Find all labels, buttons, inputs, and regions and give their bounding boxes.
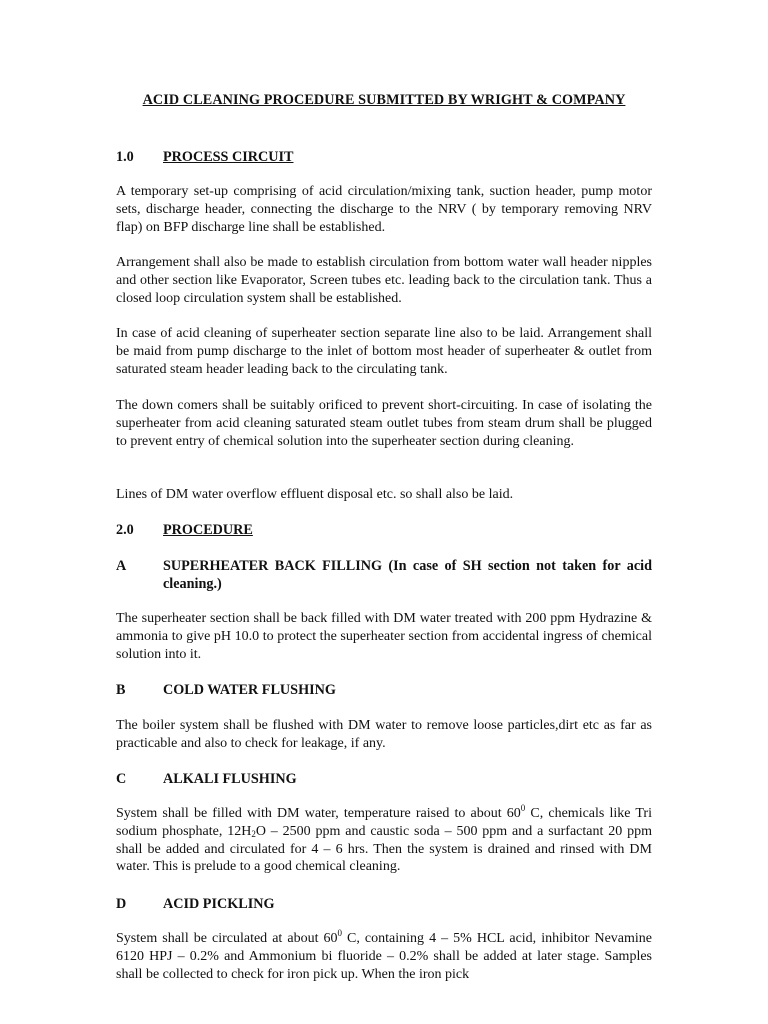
- pickling-text-part-2: C, containing 4 – 5% HCL acid, inhibitor Nevamine 6120 HPJ – 0.2% and Ammonium bi fluoride – 0.2% shall be added at later stage. Samples shall be collected to check for iron pick up. When the iron pick: [116, 931, 652, 982]
- subsection-a-title: SUPERHEATER BACK FILLING (In case of SH section not taken for acid cleaning.): [163, 558, 652, 592]
- paragraph-process-setup: A temporary set-up comprising of acid circulation/mixing tank, suction header, pump motor sets, discharge header, connecting the discharge to the NRV ( by temporary removing NRV flap) on BFP discharge line shall be established.: [116, 184, 652, 235]
- section-1-title: PROCESS CIRCUIT: [163, 149, 294, 165]
- paragraph-superheater-back-filling: The superheater section shall be back filled with DM water treated with 200 ppm Hydrazine & ammonia to give pH 10.0 to protect the superheater section from accidental ingress of chemical solution into it.: [116, 611, 652, 662]
- subsection-d-letter: D: [116, 896, 127, 912]
- degree-superscript: 0: [520, 803, 526, 813]
- degree-superscript: 0: [337, 928, 343, 938]
- subsection-c-title: ALKALI FLUSHING: [163, 771, 297, 787]
- paragraph-alkali-flushing: [116, 805, 652, 876]
- paragraph-superheater-line: In case of acid cleaning of superheater section separate line also to be laid. Arrangement shall be maid from pump discharge to the inlet of bottom most header of superheater & outlet from saturated steam header leading back to the circulating tank.: [116, 326, 652, 377]
- water-subscript: 2: [251, 828, 256, 839]
- paragraph-cold-water-flushing: The boiler system shall be flushed with DM water to remove loose particles,dirt etc as far as practicable and also to check for leakage, if any.: [116, 718, 652, 751]
- alkali-text-part-1: System shall be filled with DM water, temperature raised to about 60: [116, 806, 521, 821]
- paragraph-down-comers: The down comers shall be suitably orificed to prevent short-circuiting. In case of isolating the superheater from acid cleaning saturated steam outlet tubes from steam drum shall be plugged to prevent entry of chemical solution into the superheater section during cleaning.: [116, 398, 652, 449]
- section-1-number: 1.0: [116, 149, 134, 165]
- paragraph-circulation-arrangement: Arrangement shall also be made to establish circulation from bottom water wall header nipples and other section like Evaporator, Screen tubes etc. leading back to the circulation tank. Thus a closed loop circulation system shall be established.: [116, 255, 652, 306]
- paragraph-acid-pickling: [116, 930, 652, 983]
- subsection-b-letter: B: [116, 682, 126, 698]
- subsection-d-title: ACID PICKLING: [163, 896, 275, 912]
- section-2-number: 2.0: [116, 522, 134, 538]
- paragraph-dm-water-lines: Lines of DM water overflow effluent disposal etc. so shall also be laid.: [116, 487, 514, 502]
- subsection-b-title: COLD WATER FLUSHING: [163, 682, 336, 698]
- pickling-text-part-1: System shall be circulated at about 60: [116, 931, 338, 946]
- subsection-a-letter: A: [116, 558, 127, 574]
- alkali-text-part-3: O – 2500 ppm and caustic soda – 500 ppm and a surfactant 20 ppm shall be added and circulated for 4 – 6 hrs. Then the system is drained and rinsed with DM water. This is prelude to a good chemical cleaning.: [116, 823, 652, 875]
- section-2-title: PROCEDURE: [163, 522, 253, 538]
- subsection-c-letter: C: [116, 771, 127, 787]
- alkali-text-part-2: C, chemicals like Tri sodium phosphate, 12H: [116, 806, 652, 839]
- document-title: ACID CLEANING PROCEDURE SUBMITTED BY WRIGHT & COMPANY: [142, 92, 626, 108]
